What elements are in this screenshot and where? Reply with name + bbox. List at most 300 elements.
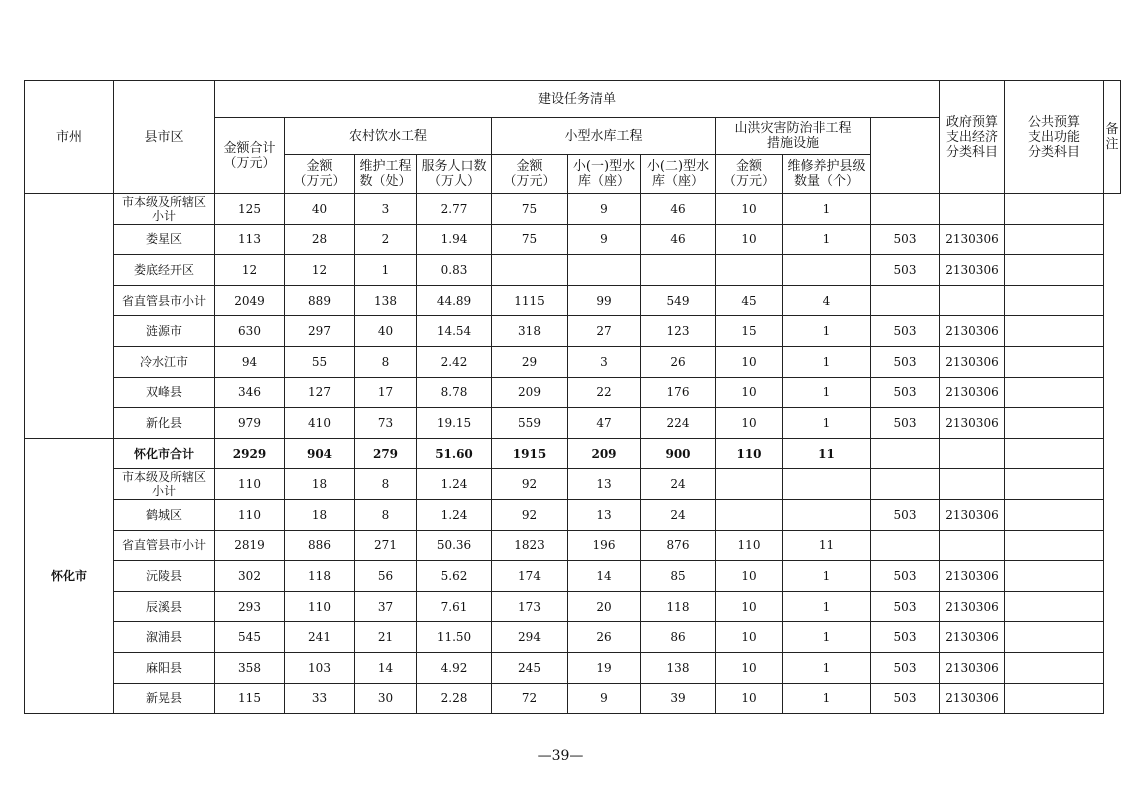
value-cell: 1 <box>783 316 871 347</box>
value-cell: 2130306 <box>940 346 1005 377</box>
value-cell: 13 <box>568 499 641 530</box>
county-name: 鹤城区 <box>145 507 182 522</box>
remarks-cell <box>1005 408 1104 439</box>
value-cell: 1 <box>783 346 871 377</box>
value-cell <box>641 255 716 286</box>
value-cell: 979 <box>215 408 285 439</box>
county-name: 双峰县 <box>145 385 182 400</box>
value-cell: 24 <box>641 499 716 530</box>
header-rw-amount-line: （万元） <box>293 174 346 189</box>
county-name: 市本级及所辖区 <box>121 194 206 209</box>
value-cell: 11.50 <box>417 622 492 653</box>
value-cell: 503 <box>871 316 940 347</box>
value-cell: 12 <box>215 255 285 286</box>
remarks-cell <box>1005 438 1104 469</box>
value-cell <box>940 530 1005 561</box>
header-sr-small1-line: 库（座） <box>577 174 630 189</box>
header-rw-amount-line: 金额 <box>306 159 333 174</box>
table-row <box>25 469 1121 500</box>
county-cell <box>114 346 215 377</box>
value-cell <box>871 194 940 225</box>
table-row <box>25 316 1121 347</box>
header-total-amount-line: 金额合计 <box>223 140 276 156</box>
value-cell: 2130306 <box>940 622 1005 653</box>
header-sr-small2 <box>641 155 716 194</box>
value-cell: 2130306 <box>940 224 1005 255</box>
header-remarks: 备注 <box>1104 81 1121 194</box>
header-rw-pop-line: （万人） <box>427 174 480 189</box>
value-cell: 889 <box>285 285 355 316</box>
header-fl-amount <box>716 155 783 194</box>
value-cell: 113 <box>215 224 285 255</box>
value-cell: 549 <box>641 285 716 316</box>
table-row <box>25 652 1121 683</box>
table-row <box>25 255 1121 286</box>
county-name: 沅陵县 <box>145 568 182 583</box>
value-cell: 50.36 <box>417 530 492 561</box>
value-cell: 545 <box>215 622 285 653</box>
value-cell: 886 <box>285 530 355 561</box>
value-cell: 2.42 <box>417 346 492 377</box>
value-cell: 224 <box>641 408 716 439</box>
value-cell: 1 <box>783 622 871 653</box>
county-name: 小计 <box>151 208 176 223</box>
value-cell: 503 <box>871 224 940 255</box>
value-cell: 174 <box>492 561 568 592</box>
value-cell: 110 <box>215 469 285 500</box>
value-cell: 14 <box>568 561 641 592</box>
value-cell: 8 <box>355 499 417 530</box>
value-cell: 2130306 <box>940 652 1005 683</box>
county-cell <box>114 652 215 683</box>
value-cell: 503 <box>871 683 940 714</box>
value-cell: 15 <box>716 316 783 347</box>
county-cell <box>114 530 215 561</box>
value-cell: 37 <box>355 591 417 622</box>
county-cell <box>114 316 215 347</box>
value-cell: 19 <box>568 652 641 683</box>
value-cell: 10 <box>716 591 783 622</box>
table-row <box>25 408 1121 439</box>
value-cell: 209 <box>568 438 641 469</box>
value-cell: 2130306 <box>940 499 1005 530</box>
header-fl-counties-line: 数量（个） <box>793 174 859 189</box>
value-cell: 302 <box>215 561 285 592</box>
value-cell: 503 <box>871 408 940 439</box>
value-cell <box>940 285 1005 316</box>
value-cell: 10 <box>716 346 783 377</box>
value-cell: 40 <box>355 316 417 347</box>
value-cell: 56 <box>355 561 417 592</box>
remarks-cell <box>1005 499 1104 530</box>
value-cell: 9 <box>568 683 641 714</box>
table-row <box>25 438 1121 469</box>
value-cell: 503 <box>871 377 940 408</box>
value-cell: 196 <box>568 530 641 561</box>
value-cell: 293 <box>215 591 285 622</box>
value-cell: 209 <box>492 377 568 408</box>
construction-task-table <box>24 80 1121 714</box>
value-cell: 110 <box>215 499 285 530</box>
value-cell: 138 <box>355 285 417 316</box>
remarks-cell <box>1005 377 1104 408</box>
county-cell <box>114 194 215 225</box>
header-sr-small2-line: 小(二)型水 <box>646 159 710 174</box>
header-sr-amount <box>492 155 568 194</box>
value-cell: 44.89 <box>417 285 492 316</box>
value-cell: 14 <box>355 652 417 683</box>
value-cell: 503 <box>871 346 940 377</box>
value-cell: 27 <box>568 316 641 347</box>
county-name: 新晃县 <box>145 691 182 706</box>
value-cell: 110 <box>716 530 783 561</box>
county-name: 冷水江市 <box>139 354 188 369</box>
value-cell: 9 <box>568 224 641 255</box>
value-cell: 72 <box>492 683 568 714</box>
value-cell: 2130306 <box>940 408 1005 439</box>
county-cell <box>114 561 215 592</box>
value-cell: 1823 <box>492 530 568 561</box>
table-row <box>25 194 1121 225</box>
header-sr-amount-line: 金额 <box>516 159 543 174</box>
table-body <box>25 194 1121 714</box>
county-name: 新化县 <box>145 415 182 430</box>
value-cell: 55 <box>285 346 355 377</box>
county-cell <box>114 438 215 469</box>
value-cell: 110 <box>716 438 783 469</box>
remarks-cell <box>1005 530 1104 561</box>
header-sr-small1 <box>568 155 641 194</box>
value-cell: 46 <box>641 224 716 255</box>
city-cell: 怀化市 <box>25 438 114 713</box>
value-cell: 30 <box>355 683 417 714</box>
value-cell: 173 <box>492 591 568 622</box>
table-row <box>25 346 1121 377</box>
value-cell <box>716 499 783 530</box>
value-cell: 21 <box>355 622 417 653</box>
value-cell: 9 <box>568 194 641 225</box>
remarks-cell <box>1005 622 1104 653</box>
value-cell: 45 <box>716 285 783 316</box>
value-cell: 19.15 <box>417 408 492 439</box>
value-cell: 8 <box>355 346 417 377</box>
value-cell <box>940 438 1005 469</box>
budget-table-container <box>24 80 1121 714</box>
value-cell <box>783 255 871 286</box>
value-cell: 1115 <box>492 285 568 316</box>
table-row <box>25 285 1121 316</box>
value-cell: 410 <box>285 408 355 439</box>
value-cell: 2929 <box>215 438 285 469</box>
value-cell <box>871 438 940 469</box>
header-rw-pop-line: 服务人口数 <box>421 159 487 174</box>
value-cell: 26 <box>641 346 716 377</box>
value-cell: 503 <box>871 255 940 286</box>
value-cell: 33 <box>285 683 355 714</box>
header-total-amount <box>215 118 285 194</box>
value-cell: 28 <box>285 224 355 255</box>
value-cell: 18 <box>285 469 355 500</box>
header-sr-amount-line: （万元） <box>503 174 556 189</box>
value-cell: 13 <box>568 469 641 500</box>
county-name: 小计 <box>151 484 176 499</box>
value-cell: 123 <box>641 316 716 347</box>
value-cell: 10 <box>716 194 783 225</box>
header-gov-budget-line: 支出经济 <box>945 129 998 145</box>
value-cell: 10 <box>716 622 783 653</box>
value-cell: 1.94 <box>417 224 492 255</box>
value-cell: 92 <box>492 499 568 530</box>
table-row <box>25 499 1121 530</box>
county-cell <box>114 499 215 530</box>
value-cell: 11 <box>783 438 871 469</box>
value-cell: 99 <box>568 285 641 316</box>
value-cell: 1 <box>783 652 871 683</box>
value-cell: 75 <box>492 194 568 225</box>
value-cell: 12 <box>285 255 355 286</box>
value-cell: 503 <box>871 499 940 530</box>
value-cell <box>940 194 1005 225</box>
value-cell: 118 <box>641 591 716 622</box>
page-number: —39— <box>537 748 584 764</box>
header-total-amount-line: （万元） <box>223 155 276 171</box>
header-fl-counties <box>783 155 871 194</box>
header-rw-amount <box>285 155 355 194</box>
county-cell <box>114 622 215 653</box>
value-cell: 2130306 <box>940 591 1005 622</box>
value-cell: 2 <box>355 224 417 255</box>
value-cell: 7.61 <box>417 591 492 622</box>
header-small-reservoir: 小型水库工程 <box>492 118 716 155</box>
value-cell: 2049 <box>215 285 285 316</box>
value-cell: 26 <box>568 622 641 653</box>
value-cell: 110 <box>285 591 355 622</box>
value-cell: 1.24 <box>417 469 492 500</box>
value-cell: 10 <box>716 652 783 683</box>
header-sr-small1-line: 小(一)型水 <box>572 159 636 174</box>
header-rw-maint-line: 数（处） <box>359 174 412 189</box>
header-fl-amount-line: 金额 <box>735 159 762 174</box>
value-cell: 2130306 <box>940 561 1005 592</box>
value-cell: 20 <box>568 591 641 622</box>
value-cell: 11 <box>783 530 871 561</box>
value-cell: 503 <box>871 652 940 683</box>
value-cell: 73 <box>355 408 417 439</box>
value-cell: 1 <box>783 561 871 592</box>
value-cell: 1 <box>783 591 871 622</box>
value-cell: 4 <box>783 285 871 316</box>
value-cell: 559 <box>492 408 568 439</box>
value-cell <box>783 499 871 530</box>
table-row <box>25 561 1121 592</box>
header-flood-line: 措施设施 <box>766 136 819 151</box>
value-cell: 75 <box>492 224 568 255</box>
county-cell <box>114 469 215 500</box>
value-cell: 18 <box>285 499 355 530</box>
value-cell: 1 <box>783 408 871 439</box>
value-cell: 1 <box>783 194 871 225</box>
value-cell <box>568 255 641 286</box>
remarks-cell <box>1005 285 1104 316</box>
remarks-cell <box>1005 652 1104 683</box>
value-cell: 876 <box>641 530 716 561</box>
value-cell: 503 <box>871 561 940 592</box>
remarks-cell <box>1005 561 1104 592</box>
header-rw-pop <box>417 155 492 194</box>
value-cell <box>871 469 940 500</box>
value-cell: 85 <box>641 561 716 592</box>
value-cell: 14.54 <box>417 316 492 347</box>
value-cell: 8.78 <box>417 377 492 408</box>
value-cell: 2.77 <box>417 194 492 225</box>
remarks-cell <box>1005 255 1104 286</box>
value-cell: 2130306 <box>940 255 1005 286</box>
value-cell: 2130306 <box>940 377 1005 408</box>
value-cell: 115 <box>215 683 285 714</box>
value-cell: 10 <box>716 377 783 408</box>
value-cell: 904 <box>285 438 355 469</box>
value-cell: 24 <box>641 469 716 500</box>
header-public-budget <box>1005 81 1104 194</box>
value-cell: 318 <box>492 316 568 347</box>
value-cell: 39 <box>641 683 716 714</box>
header-gov-budget-line: 政府预算 <box>945 114 998 130</box>
value-cell: 51.60 <box>417 438 492 469</box>
header-flood-prevention <box>716 118 871 155</box>
value-cell: 176 <box>641 377 716 408</box>
county-name: 市本级及所辖区 <box>121 470 206 485</box>
value-cell: 0.83 <box>417 255 492 286</box>
value-cell: 127 <box>285 377 355 408</box>
value-cell: 17 <box>355 377 417 408</box>
table-row <box>25 377 1121 408</box>
value-cell <box>716 255 783 286</box>
county-cell <box>114 285 215 316</box>
county-name: 省直管县市小计 <box>121 538 206 553</box>
value-cell: 346 <box>215 377 285 408</box>
header-city: 市州 <box>25 81 114 194</box>
header-rw-maint <box>355 155 417 194</box>
county-name: 溆浦县 <box>145 630 182 645</box>
value-cell: 10 <box>716 683 783 714</box>
value-cell: 1 <box>783 377 871 408</box>
header-task-list: 建设任务清单 <box>215 81 940 118</box>
value-cell: 279 <box>355 438 417 469</box>
value-cell: 10 <box>716 408 783 439</box>
header-fl-amount-line: （万元） <box>722 174 775 189</box>
remarks-cell <box>1005 194 1104 225</box>
value-cell <box>871 530 940 561</box>
value-cell: 22 <box>568 377 641 408</box>
value-cell: 241 <box>285 622 355 653</box>
county-name: 娄星区 <box>145 232 182 247</box>
value-cell: 5.62 <box>417 561 492 592</box>
header-rw-maint-line: 维护工程 <box>359 159 412 174</box>
county-cell <box>114 377 215 408</box>
header-fl-counties-line: 维修养护县级 <box>787 159 866 174</box>
value-cell: 2130306 <box>940 316 1005 347</box>
value-cell: 10 <box>716 224 783 255</box>
value-cell: 8 <box>355 469 417 500</box>
value-cell: 103 <box>285 652 355 683</box>
value-cell: 297 <box>285 316 355 347</box>
value-cell: 2130306 <box>940 683 1005 714</box>
value-cell: 10 <box>716 561 783 592</box>
value-cell: 1915 <box>492 438 568 469</box>
value-cell: 245 <box>492 652 568 683</box>
value-cell: 4.92 <box>417 652 492 683</box>
value-cell: 503 <box>871 591 940 622</box>
county-name: 怀化市合计 <box>133 446 194 461</box>
value-cell <box>871 285 940 316</box>
value-cell: 47 <box>568 408 641 439</box>
county-cell <box>114 408 215 439</box>
header-public-budget-line: 分类科目 <box>1027 144 1080 160</box>
header-gov-budget-line: 分类科目 <box>945 144 998 160</box>
county-cell <box>114 255 215 286</box>
value-cell: 1 <box>355 255 417 286</box>
value-cell <box>492 255 568 286</box>
value-cell: 86 <box>641 622 716 653</box>
remarks-cell <box>1005 316 1104 347</box>
table-row <box>25 591 1121 622</box>
county-name: 辰溪县 <box>145 599 182 614</box>
county-cell <box>114 683 215 714</box>
table-row <box>25 224 1121 255</box>
value-cell: 40 <box>285 194 355 225</box>
header-flood-line: 山洪灾害防治非工程 <box>734 121 852 136</box>
table-row <box>25 622 1121 653</box>
value-cell: 94 <box>215 346 285 377</box>
county-name: 省直管县市小计 <box>121 293 206 308</box>
county-cell <box>114 591 215 622</box>
value-cell <box>783 469 871 500</box>
header-rural-water: 农村饮水工程 <box>285 118 492 155</box>
remarks-cell <box>1005 224 1104 255</box>
remarks-cell <box>1005 591 1104 622</box>
value-cell <box>940 469 1005 500</box>
value-cell: 1.24 <box>417 499 492 530</box>
header-gov-budget <box>940 81 1005 194</box>
header-sr-small2-line: 库（座） <box>651 174 704 189</box>
value-cell: 358 <box>215 652 285 683</box>
remarks-cell <box>1005 346 1104 377</box>
county-cell <box>114 224 215 255</box>
remarks-cell <box>1005 469 1104 500</box>
remarks-cell <box>1005 683 1104 714</box>
value-cell: 29 <box>492 346 568 377</box>
value-cell: 92 <box>492 469 568 500</box>
value-cell: 1 <box>783 683 871 714</box>
header-public-budget-line: 公共预算 <box>1027 114 1080 130</box>
value-cell <box>716 469 783 500</box>
header-public-budget-line: 支出功能 <box>1027 129 1080 145</box>
value-cell: 2.28 <box>417 683 492 714</box>
table-row <box>25 530 1121 561</box>
value-cell: 138 <box>641 652 716 683</box>
county-name: 娄底经开区 <box>133 262 194 277</box>
county-name: 麻阳县 <box>145 660 182 675</box>
value-cell: 900 <box>641 438 716 469</box>
value-cell: 118 <box>285 561 355 592</box>
header-county: 县市区 <box>114 81 215 194</box>
value-cell: 630 <box>215 316 285 347</box>
value-cell: 3 <box>355 194 417 225</box>
value-cell: 2819 <box>215 530 285 561</box>
value-cell: 1 <box>783 224 871 255</box>
county-name: 涟源市 <box>145 324 182 339</box>
value-cell: 125 <box>215 194 285 225</box>
